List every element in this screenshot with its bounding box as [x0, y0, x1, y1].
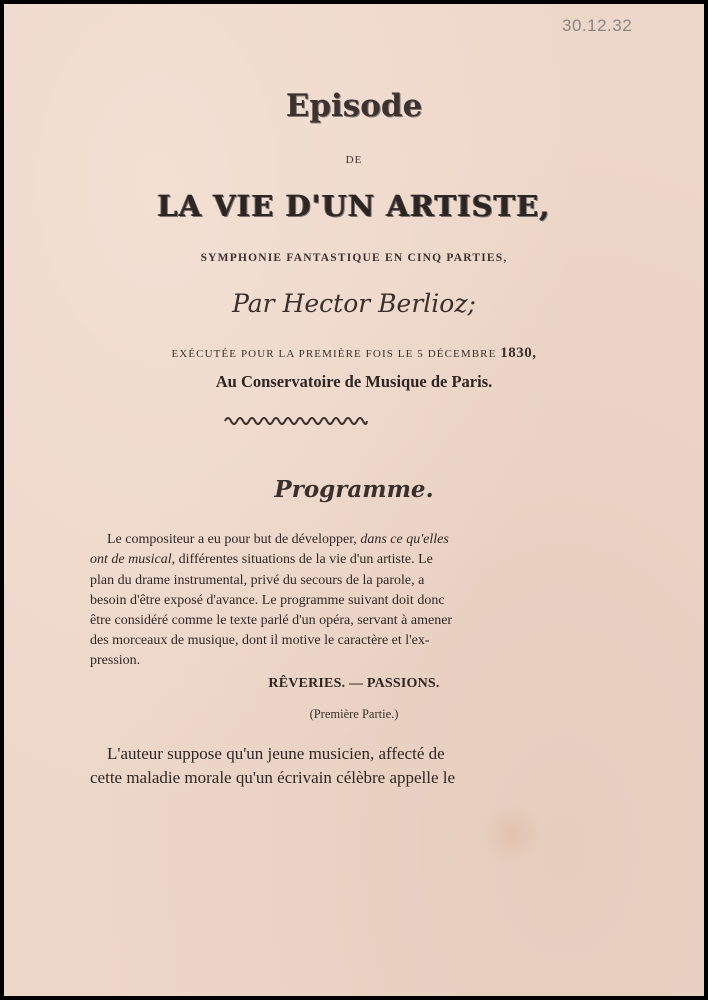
subtitle: SYMPHONIE FANTASTIQUE EN CINQ PARTIES,	[200, 252, 508, 264]
intro-line-3: plan du drame instrumental, privé du secours de la parole, a	[90, 573, 425, 588]
premiere-date-line	[4, 345, 704, 362]
episode-title: Episode	[285, 88, 423, 124]
intro-line-4: besoin d'être exposé d'avance. Le programme suivant doit donc	[90, 593, 445, 608]
intro-line-7: pression.	[90, 653, 141, 668]
main-title: LA VIE D'UN ARTISTE,	[157, 189, 551, 223]
programme-heading: Programme.	[274, 476, 434, 503]
catalog-note: 30.12.32	[562, 16, 633, 35]
premiere-prefix: EXÉCUTÉE POUR LA PREMIÈRE FOIS LE 5 DÉCEMBRE	[171, 348, 501, 360]
venue-line: Au Conservatoire de Musique de Paris.	[215, 372, 493, 391]
premiere-year: 1830,	[500, 345, 537, 361]
section-heading: RÊVERIES. — PASSIONS.	[268, 676, 440, 691]
paper-stain	[482, 804, 542, 864]
intro-line-5: être considéré comme le texte parlé d'un opéra, servant à amener	[90, 613, 453, 628]
de-label: DE	[345, 154, 363, 166]
document-page	[4, 4, 704, 996]
author-line: Par Hector Berlioz;	[232, 289, 476, 318]
intro-line-1: Le compositeur a eu pour but de développer, dans ce qu'elles	[107, 532, 449, 547]
part-label: (Première Partie.)	[309, 707, 399, 721]
closing-line-1: L'auteur suppose qu'un jeune musicien, affecté de	[107, 744, 445, 763]
intro-line-6: des morceaux de musique, dont il motive le caractère et l'ex-	[90, 633, 430, 648]
intro-line-2: ont de musical, différentes situations de la vie d'un artiste. Le	[90, 552, 433, 567]
closing-line-2: cette maladie morale qu'un écrivain célèbre appelle le	[90, 768, 456, 787]
ornament-divider	[223, 414, 369, 426]
